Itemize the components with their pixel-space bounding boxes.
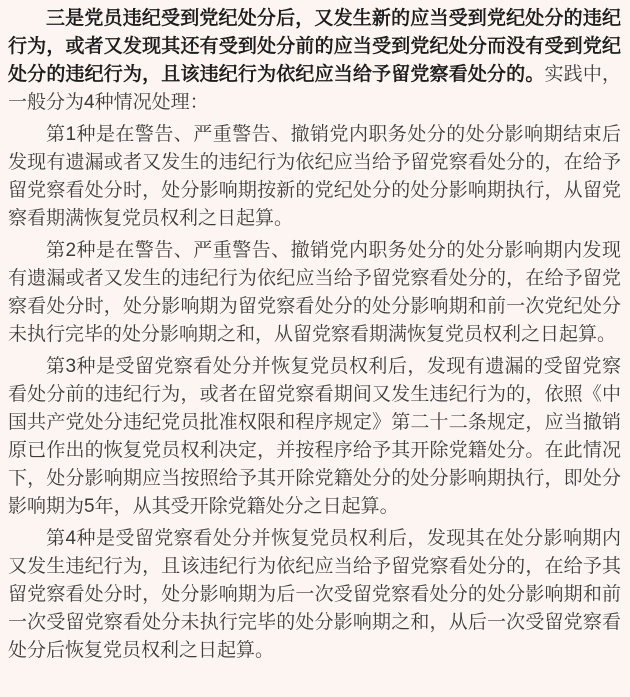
intro-paragraph — [8, 5, 621, 117]
intro-bold-text: 三是党员违纪受到党纪处分后，又发生新的应当受到党纪处分的违纪行为，或者又发现其还有受到处分前的应当受到党纪处分而没有受到党纪处分的违纪行为，且该违纪行为依纪应当给予留党察看处分的。 — [8, 8, 621, 85]
document-body — [8, 5, 621, 665]
case-1-paragraph: 第1种是在警告、严重警告、撤销党内职务处分的处分影响期结束后发现有遗漏或者又发生的违纪行为依纪应当给予留党察看处分的，在给予留党察看处分时，处分影响期按新的党纪处分的处分影响期执行，从留党察看期满恢复党员权利之日起算。 — [8, 124, 621, 229]
case-4-paragraph: 第4种是受留党察看处分并恢复党员权利后，发现其在处分影响期内又发生违纪行为，且该违纪行为依纪应当给予留党察看处分的，在给予其留党察看处分时，处分影响期为后一次受留党察看处分的处分影响期和前一次受留党察看处分未执行完毕的处分影响期之和，从后一次受留党察看处分后恢复党员权利之日起算。 — [8, 528, 621, 661]
case-3-paragraph: 第3种是受留党察看处分并恢复党员权利后，发现有遗漏的受留党察看处分前的违纪行为，或者在留党察看期间又发生违纪行为的，依照《中国共产党处分违纪党员批准权限和程序规定》第二十二条规定，应当撤销原已作出的恢复党员权利决定，并按程序给予其开除党籍处分。在此情况下，处分影响期应当按照给予其开除党籍处分的处分影响期执行，即处分影响期为5年，从其受开除党籍处分之日起算。 — [8, 356, 621, 517]
intro-regular-text: 实践中，一般分为4种情况处理： — [8, 64, 621, 113]
case-2-paragraph: 第2种是在警告、严重警告、撤销党内职务处分的处分影响期内发现有遗漏或者又发生的违纪行为依纪应当给予留党察看处分的，在给予留党察看处分时，处分影响期为留党察看处分的处分影响期和前一次党纪处分未执行完毕的处分影响期之和，从留党察看期满恢复党员权利之日起算。 — [8, 240, 621, 345]
